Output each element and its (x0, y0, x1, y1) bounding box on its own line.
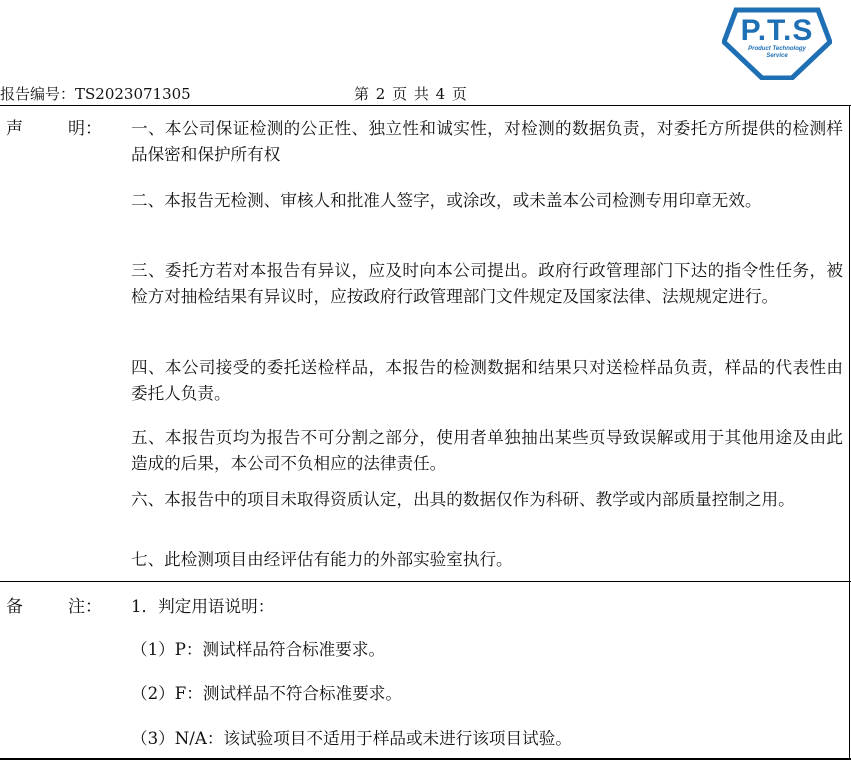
svg-text:Service: Service (766, 53, 788, 59)
declaration-item-2: 二、本报告无检测、审核人和批准人签字，或涂改，或未盖本公司检测专用印章无效。 (131, 191, 762, 210)
declaration-label-char: 声 (6, 119, 23, 139)
pts-logo-icon (722, 2, 832, 80)
remarks-item-na: （3）N/A：该试验项目不适用于样品或未进行该项目试验。 (131, 729, 572, 748)
declaration-item-3: 三、委托方若对本报告有异议，应及时向本公司提出。政府行政管理部门下达的指令性任务，被检方对抽检结果有异议时，应按政府行政管理部门文件规定及国家法律、法规规定进行。 (131, 261, 843, 306)
declaration-item-1: 一、本公司保证检测的公正性、独立性和诚实性，对检测的数据负责，对委托方所提供的检测样品保密和保护所有权 (131, 119, 843, 164)
remarks-item-p: （1）P：测试样品符合标准要求。 (131, 640, 386, 659)
table-row-divider (0, 581, 851, 582)
remarks-label-char: 备 (6, 597, 23, 617)
remarks-heading: 1．判定用语说明： (131, 597, 275, 616)
table-top-border (0, 105, 851, 106)
declaration-item-4: 四、本公司接受的委托送检样品，本报告的检测数据和结果只对送检样品负责，样品的代表性由委托人负责。 (131, 358, 843, 403)
report-number: 报告编号：TS2023071305 (0, 85, 191, 103)
declaration-item-6: 六、本报告中的项目未取得资质认定，出具的数据仅作为科研、教学或内部质量控制之用。 (131, 490, 795, 509)
company-logo (722, 2, 832, 80)
remarks-label-tail: 注： (68, 597, 102, 617)
table-bottom-border (0, 758, 851, 760)
table-right-border (849, 105, 850, 760)
declaration-label-tail: 明： (68, 119, 102, 139)
svg-text:Product Technology: Product Technology (748, 46, 806, 52)
remarks-item-f: （2）F：测试样品不符合标准要求。 (131, 684, 402, 703)
page-indicator: 第 2 页 共 4 页 (354, 85, 468, 103)
declaration-item-5: 五、本报告页均为报告不可分割之部分，使用者单独抽出某些页导致误解或用于其他用途及由此造成的后果，本公司不负相应的法律责任。 (131, 428, 843, 473)
report-header (0, 84, 851, 104)
svg-text:P.T.S: P.T.S (740, 14, 814, 47)
declaration-item-7: 七、此检测项目由经评估有能力的外部实验室执行。 (131, 550, 513, 569)
